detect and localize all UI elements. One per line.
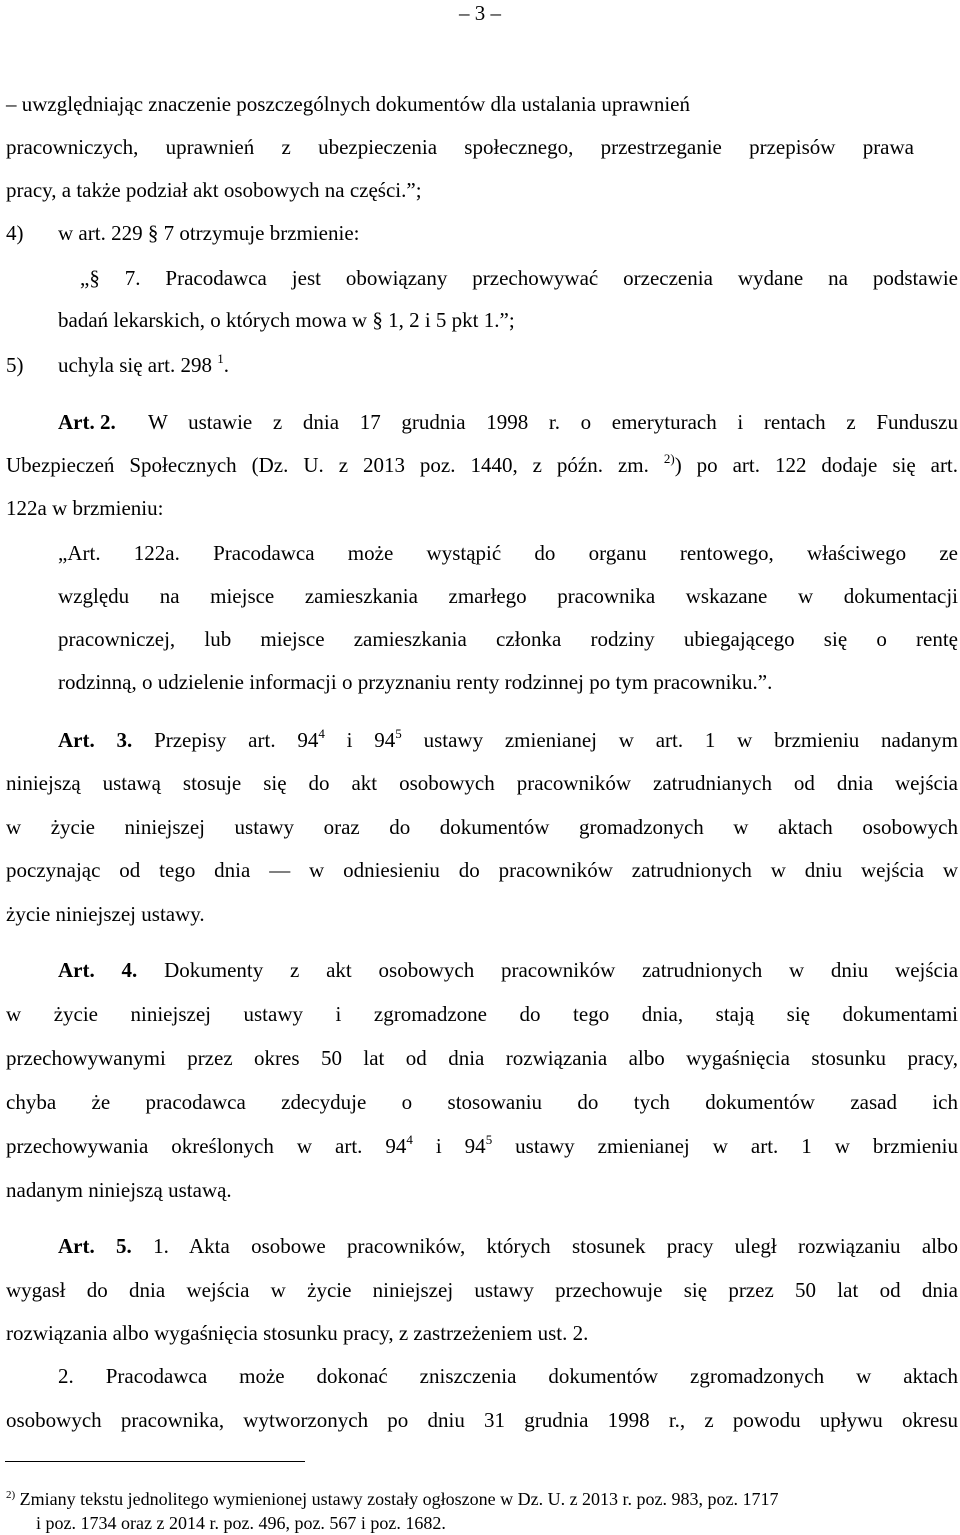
article-label: Art. 4. bbox=[58, 958, 138, 982]
superscript: 1 bbox=[217, 351, 224, 366]
list-item-text: uchyla się art. 298 $^1$. bbox=[58, 351, 229, 377]
superscript: 5 bbox=[485, 1132, 493, 1147]
footnote-reference: 2) bbox=[663, 451, 675, 466]
article-4-first-line: Art. 4. Dokumenty z akt osobowych pracowników zatrudnionych w dniu wejścia bbox=[58, 958, 959, 982]
footnote-separator bbox=[5, 1461, 305, 1462]
text-line: przechowywanymi przez okres 50 lat od dnia rozwiązania albo wygaśnięcia stosunku pracy, bbox=[6, 1046, 958, 1070]
text-line: chyba że pracodawca zdecyduje o stosowaniu do tych dokumentów zasad ich bbox=[6, 1090, 958, 1114]
paragraph-number: 2. bbox=[58, 1364, 74, 1388]
text-line: pracowniczych, uprawnień z ubezpieczenia społecznego, przestrzeganie przepisów prawa bbox=[6, 135, 914, 159]
list-item-number: 5) bbox=[6, 353, 24, 377]
paragraph-2-first-line: 2. Pracodawca może dokonać zniszczenia dokumentów zgromadzonych w aktach bbox=[58, 1364, 958, 1388]
text-line: osobowych pracownika, wytworzonych po dniu 31 grudnia 1998 r., z powodu upływu okresu bbox=[6, 1408, 958, 1432]
footnote-marker: 2) bbox=[6, 1489, 16, 1501]
text-line: wygasł do dnia wejścia w życie niniejszej ustawy przechowuje się przez 50 lat od dnia bbox=[6, 1278, 958, 1302]
text-line: 122a w brzmieniu: bbox=[6, 496, 164, 520]
footnote-line: $^{2)}$ Zmiany tekstu jednolitego wymienionej ustawy zostały ogłoszone w Dz. U. z 2013 r. poz. 983, poz. 1717 bbox=[6, 1489, 779, 1509]
quoted-text-line: rodzinną, o udzielenie informacji o przyznaniu renty rodzinnej po tym pracowniku.”. bbox=[58, 670, 773, 694]
paragraph-number: 1. bbox=[153, 1234, 169, 1258]
text-line: przechowywania określonych w art. $94^4$ i $94^5$ ustawy zmienianej w art. 1 w brzmieniu bbox=[6, 1132, 959, 1158]
quoted-text-line: „§ 7. Pracodawca jest obowiązany przechowywać orzeczenia wydane na podstawie bbox=[80, 266, 958, 290]
text-line: niniejszą ustawą stosuje się do akt osobowych pracowników zatrudnianych od dnia wejścia bbox=[6, 771, 958, 795]
text-line: poczynając od tego dnia — w odniesieniu do pracowników zatrudnionych w dniu wejścia w bbox=[6, 858, 958, 882]
article-label: Art. 2. bbox=[58, 410, 116, 434]
text-line: w życie niniejszej ustawy oraz do dokumentów gromadzonych w aktach osobowych bbox=[6, 815, 958, 839]
text-line: w życie niniejszej ustawy i zgromadzone do tego dnia, stają się dokumentami bbox=[6, 1002, 958, 1026]
quoted-text-line: pracowniczej, lub miejsce zamieszkania członka rodziny ubiegającego się o rentę bbox=[58, 627, 958, 651]
text-line: pracy, a także podział akt osobowych na części.”; bbox=[6, 178, 422, 202]
quoted-text-line: „Art. 122a. Pracodawca może wystąpić do organu rentowego, właściwego ze bbox=[58, 541, 958, 565]
text-line: Ubezpieczeń Społecznych (Dz. U. z 2013 poz. 1440, z późn. zm. $^{2)}$) po art. 122 dodaje się art. bbox=[6, 451, 959, 477]
text-line: rozwiązania albo wygaśnięcia stosunku pracy, z zastrzeżeniem ust. 2. bbox=[6, 1321, 589, 1345]
superscript: 4 bbox=[406, 1132, 413, 1147]
article-3-first-line: Art. 3. Przepisy art. $94^4$ i $94^5$ ustawy zmienianej w art. 1 w brzmieniu nadanym bbox=[58, 726, 959, 752]
article-label: Art. 3. bbox=[58, 728, 133, 752]
list-item-text: w art. 229 § 7 otrzymuje brzmienie: bbox=[58, 221, 360, 245]
article-2-first-line: Art. 2. W ustawie z dnia 17 grudnia 1998 r. o emeryturach i rentach z Funduszu bbox=[58, 410, 958, 434]
superscript: 4 bbox=[318, 726, 325, 741]
list-item-number: 4) bbox=[6, 221, 24, 245]
quoted-text-line: względu na miejsce zamieszkania zmarłego pracownika wskazane w dokumentacji bbox=[58, 584, 958, 608]
quoted-text-line: badań lekarskich, o których mowa w § 1, 2 i 5 pkt 1.”; bbox=[58, 308, 515, 332]
text-line: – uwzględniając znaczenie poszczególnych dokumentów dla ustalania uprawnień bbox=[6, 92, 690, 116]
superscript: 5 bbox=[395, 726, 402, 741]
article-5-first-line: Art. 5. 1. Akta osobowe pracowników, których stosunek pracy uległ rozwiązaniu albo bbox=[58, 1234, 959, 1258]
text-line: nadanym niniejszą ustawą. bbox=[6, 1178, 232, 1202]
article-label: Art. 5. bbox=[58, 1234, 132, 1258]
page-number: – 3 – bbox=[459, 1, 501, 25]
footnote-line: i poz. 1734 oraz z 2014 r. poz. 496, poz. 567 i poz. 1682. bbox=[36, 1513, 446, 1533]
text-line: życie niniejszej ustawy. bbox=[6, 902, 205, 926]
